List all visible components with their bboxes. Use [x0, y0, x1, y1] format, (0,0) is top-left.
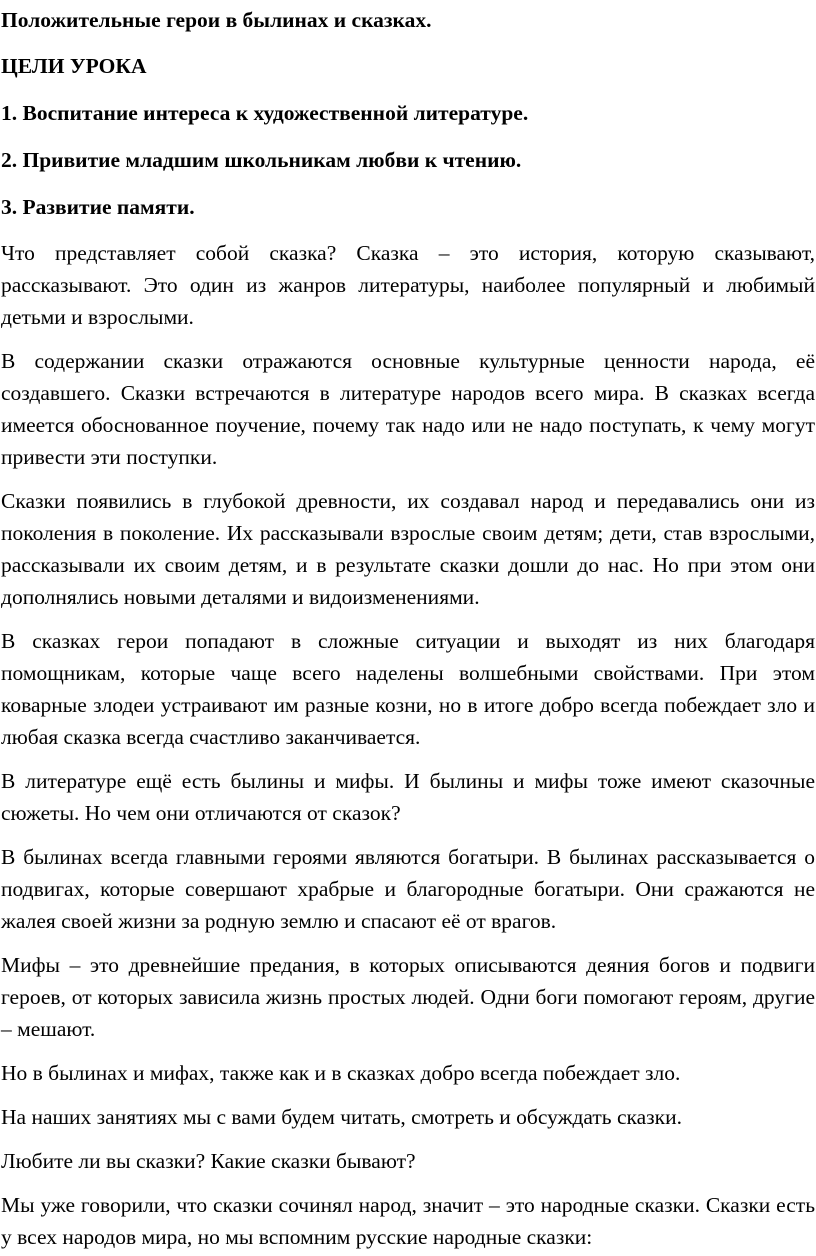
- paragraph-what-is-tale: Что представляет собой сказка? Сказка – это история, которую сказывают, рассказывают. Это один из жанров литературы, наиболее популярный и любимый детьми и взрослыми.: [1, 241, 815, 329]
- paragraph-myths: Мифы – это древнейшие предания, в которых описываются деяния богов и подвиги героев, от которых зависила жизнь простых людей. Одни боги помогают героям, другие – мешают.: [1, 953, 815, 1041]
- goal-item-1: 1. Воспитание интереса к художественной литературе.: [1, 101, 529, 125]
- lesson-title: Положительные герои в былинах и сказках.: [1, 8, 432, 32]
- paragraph-good-wins: Но в былинах и мифах, также как и в сказках добро всегда побеждает зло.: [1, 1061, 681, 1085]
- paragraph-folk-tales: Мы уже говорили, что сказки сочинял народ, значит – это народные сказки. Сказки есть у всех народов мира, но мы вспомним русские народные сказки:: [1, 1193, 815, 1249]
- paragraph-bylina-heroes: В былинах всегда главными героями являются богатыри. В былинах рассказывается о подвигах, которые совершают храбрые и благородные богатыри. Они сражаются не жалея своей жизни за родную землю и спасают её от врагов.: [1, 845, 815, 933]
- paragraph-tale-origin: Сказки появились в глубокой древности, их создавал народ и передавались они из поколения в поколение. Их рассказывали взрослые своим детям; дети, став взрослыми, рассказывали их своим детям, и в результате сказки дошли до нас. Но при этом они дополнялись новыми деталями и видоизменениями.: [1, 489, 815, 609]
- goal-item-2: 2. Привитие младшим школьникам любви к чтению.: [1, 148, 522, 172]
- goals-heading: ЦЕЛИ УРОКА: [1, 54, 147, 78]
- paragraph-bylinas-myths: В литературе ещё есть былины и мифы. И былины и мифы тоже имеют сказочные сюжеты. Но чем они отличаются от сказок?: [1, 769, 815, 825]
- paragraph-question: Любите ли вы сказки? Какие сказки бывают?: [1, 1149, 416, 1173]
- paragraph-tale-content: В содержании сказки отражаются основные культурные ценности народа, её создавшего. Сказки встречаются в литературе народов всего мира. В сказках всегда имеется обоснованное поучение, почему так надо или не надо поступать, к чему могут привести эти поступки.: [1, 349, 815, 469]
- paragraph-lessons: На наших занятиях мы с вами будем читать, смотреть и обсуждать сказки.: [1, 1105, 682, 1129]
- paragraph-tale-heroes: В сказках герои попадают в сложные ситуации и выходят из них благодаря помощникам, которые чаще всего наделены волшебными свойствами. При этом коварные злодеи устраивают им разные козни, но в итоге добро всегда побеждает зло и любая сказка всегда счастливо заканчивается.: [1, 629, 815, 749]
- goal-item-3: 3. Развитие памяти.: [1, 195, 195, 219]
